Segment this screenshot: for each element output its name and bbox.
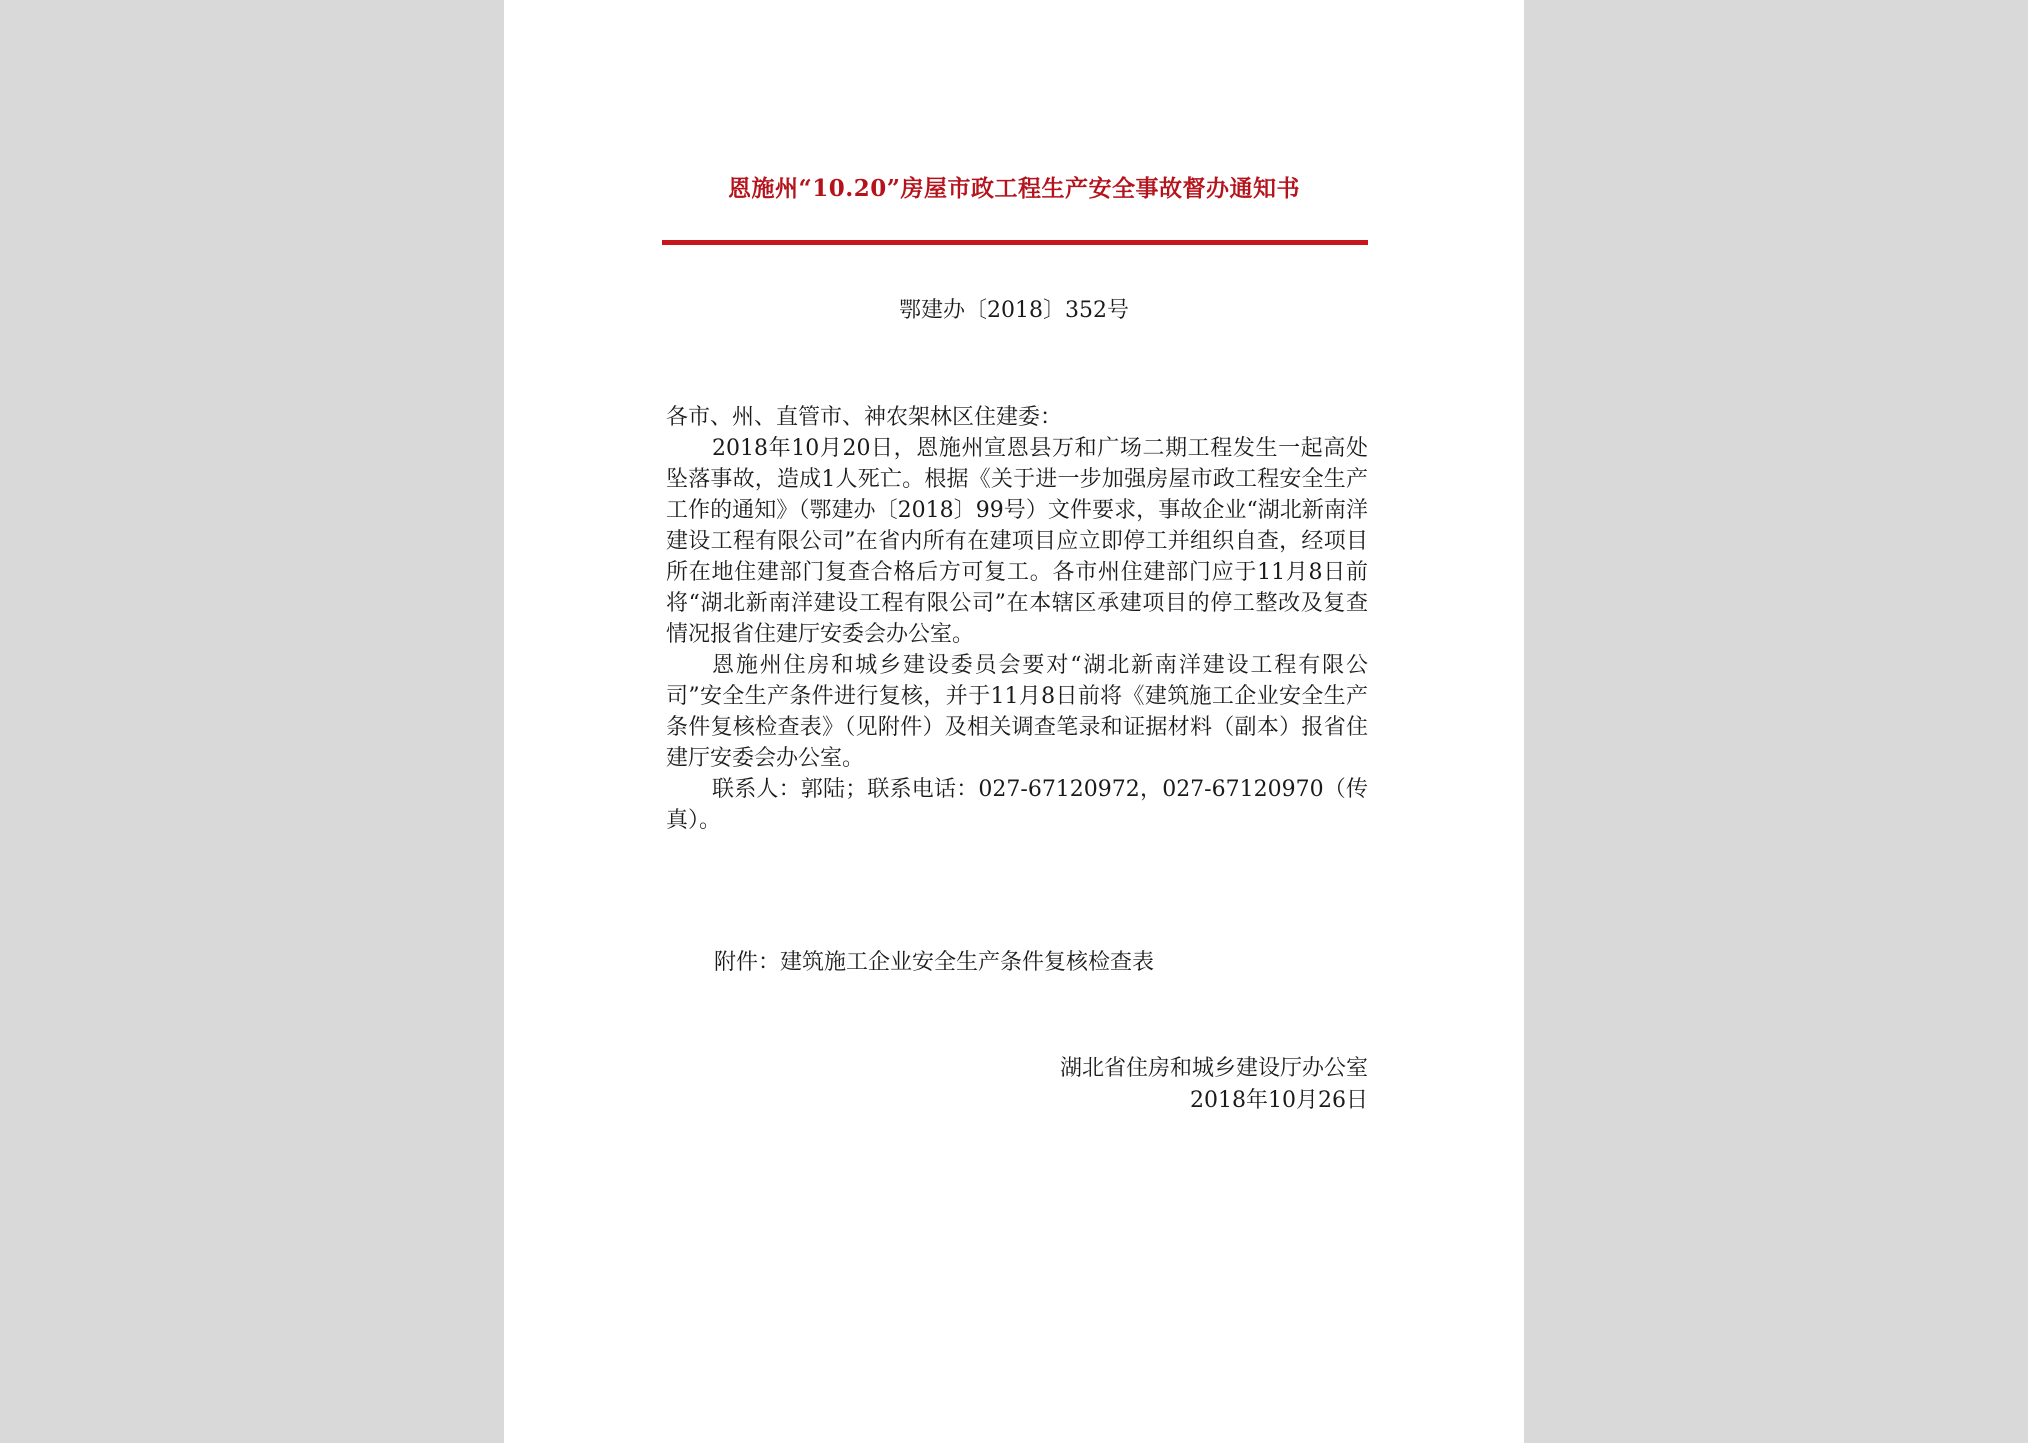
title-divider <box>662 240 1368 245</box>
issuer-name: 湖北省住房和城乡建设厅办公室 <box>1059 1056 1368 1081</box>
attachment-line: 附件：建筑施工企业安全生产条件复核检查表 <box>714 950 1155 975</box>
issue-date: 2018年10月26日 <box>1190 1088 1368 1113</box>
salutation: 各市、州、直管市、神农架林区住建委： <box>666 405 1063 430</box>
document-number: 鄂建办〔2018〕352号 <box>899 298 1129 323</box>
signature-block <box>1060 1053 1368 1117</box>
paragraph-3: 联系人：郭陆；联系电话：027-67120972，027-67120970（传真）。 <box>666 777 1368 833</box>
paragraph-1: 2018年10月20日，恩施州宣恩县万和广场二期工程发生一起高处坠落事故，造成1人死亡。根据《关于进一步加强房屋市政工程安全生产工作的通知》（鄂建办〔2018〕99号）文件要求，事故企业“湖北新南洋建设工程有限公司”在省内所有在建项目应立即停工并组织自查，经项目所在地住建部门复查合格后方可复工。各市州住建部门应于11月8日前将“湖北新南洋建设工程有限公司”在本辖区承建项目的停工整改及复查情况报省住建厅安委会办公室。 <box>666 436 1368 647</box>
paragraph-2: 恩施州住房和城乡建设委员会要对“湖北新南洋建设工程有限公司”安全生产条件进行复核，并于11月8日前将《建筑施工企业安全生产条件复核检查表》（见附件）及相关调查笔录和证据材料（副本）报省住建厅安委会办公室。 <box>666 653 1368 771</box>
document-page <box>504 0 1524 1443</box>
document-body <box>666 402 1368 836</box>
document-title: 恩施州“10.20”房屋市政工程生产安全事故督办通知书 <box>728 175 1300 202</box>
